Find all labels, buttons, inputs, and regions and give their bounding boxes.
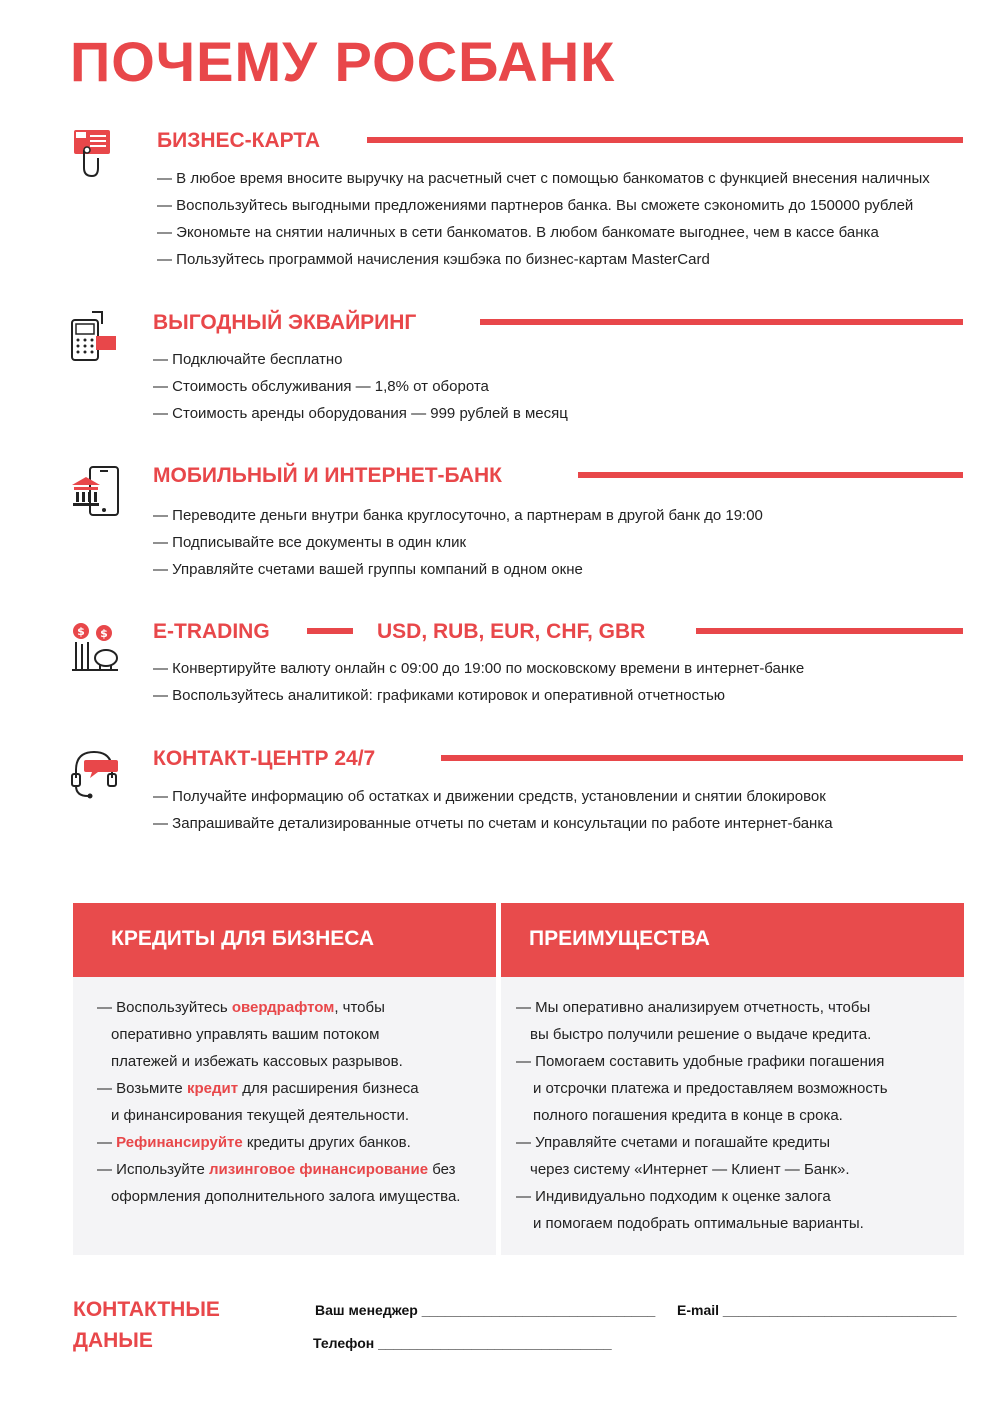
list-item: — В любое время вносите выручку на расчетный счет с помощью банкоматов с функцией внесения наличных [157, 170, 930, 187]
acquiring-list [153, 346, 568, 427]
list-item: — Получайте информацию об остатках и движении средств, установлении и снятии блокировок [153, 788, 826, 805]
phone-field[interactable]: Телефон ______________________________ [313, 1335, 612, 1351]
manager-field[interactable]: Ваш менеджер ______________________________ [315, 1302, 656, 1318]
section-divider [696, 628, 963, 634]
currency-exchange-icon [70, 622, 118, 674]
headset-icon [70, 748, 118, 800]
advantages-panel [501, 977, 964, 1255]
e-trading-list [153, 655, 804, 709]
list-item: — Подключайте бесплатно [153, 351, 343, 368]
credits-line: — Возьмите кредит для расширения бизнеса [97, 1080, 419, 1097]
list-item: — Конвертируйте валюту онлайн с 09:00 до 19:00 по московскому времени в интернет-банке [153, 660, 805, 677]
advantages-header [501, 903, 964, 977]
credits-line: — Используйте лизинговое финансирование без [97, 1161, 456, 1178]
svg-text:$: $ [77, 625, 85, 638]
advantages-line: — Помогаем составить удобные графики погашения [516, 1053, 885, 1070]
list-item: — Стоимость обслуживания — 1,8% от оборота [153, 378, 489, 395]
advantages-line: через систему «Интернет — Клиент — Банк». [530, 1161, 850, 1178]
contact-center-list [153, 783, 833, 837]
credits-title: КРЕДИТЫ ДЛЯ БИЗНЕСА [111, 927, 375, 950]
credits-line: оперативно управлять вашим потоком [111, 1026, 380, 1043]
credits-list [97, 994, 460, 1210]
list-item: — Запрашивайте детализированные отчеты по счетам и консультации по работе интернет-банка [153, 815, 833, 832]
credits-line: оформления дополнительного залога имущества. [111, 1188, 461, 1205]
section-divider [578, 472, 963, 478]
section-divider [367, 137, 963, 143]
section-divider [441, 755, 963, 761]
list-item: — Экономьте на снятии наличных в сети банкоматов. В любом банкомате выгоднее, чем в кассе банка [157, 224, 879, 241]
advantages-list [516, 994, 888, 1237]
credits-header [73, 903, 496, 977]
section-divider [307, 628, 353, 634]
contacts-title: КОНТАКТНЫЕ ДАНЫЕ [73, 1298, 220, 1352]
mobile-bank-icon [70, 465, 118, 517]
credits-line: — Рефинансируйте кредиты других банков. [97, 1134, 411, 1151]
svg-text:$: $ [100, 627, 108, 640]
credits-line: и финансирования текущей деятельности. [111, 1107, 410, 1124]
section-title-e-trading: E-TRADING [153, 620, 270, 643]
section-title-business-card: БИЗНЕС-КАРТА [157, 129, 321, 152]
advantages-line: вы быстро получили решение о выдаче кредита. [530, 1026, 872, 1043]
section-title-contact-center: КОНТАКТ-ЦЕНТР 24/7 [153, 747, 376, 770]
advantages-line: — Мы оперативно анализируем отчетность, чтобы [516, 999, 871, 1016]
list-item: — Стоимость аренды оборудования — 999 рублей в месяц [153, 405, 568, 422]
list-item: — Пользуйтесь программой начисления кэшбэка по бизнес-картам MasterCard [157, 251, 710, 268]
section-title-mobile-bank: МОБИЛЬНЫЙ И ИНТЕРНЕТ-БАНК [153, 464, 502, 487]
list-item: — Воспользуйтесь выгодными предложениями партнеров банка. Вы сможете сэкономить до 150000 рублей [157, 197, 914, 214]
credits-line: платежей и избежать кассовых разрывов. [111, 1053, 403, 1070]
advantages-line: и помогаем подобрать оптимальные варианты. [533, 1215, 864, 1232]
section-title-acquiring: ВЫГОДНЫЙ ЭКВАЙРИНГ [153, 311, 417, 334]
list-item: — Воспользуйтесь аналитикой: графиками котировок и оперативной отчетностью [153, 687, 726, 704]
email-field[interactable]: E-mail ______________________________ [677, 1302, 957, 1318]
page-title: ПОЧЕМУ РОСБАНК [70, 30, 616, 93]
business-card-list [157, 165, 930, 273]
list-item: — Управляйте счетами вашей группы компаний в одном окне [153, 561, 583, 578]
advantages-line: — Управляйте счетами и погашайте кредиты [516, 1134, 830, 1151]
section-divider [480, 319, 963, 325]
mobile-bank-list [153, 502, 763, 583]
advantages-line: и отсрочки платежа и предоставляем возможность [533, 1080, 888, 1097]
currency-list: USD, RUB, EUR, CHF, GBR [377, 620, 646, 643]
advantages-title: ПРЕИМУЩЕСТВА [529, 927, 710, 950]
advantages-line: полного погашения кредита в конце в срока. [533, 1107, 843, 1124]
list-item: — Переводите деньги внутри банка круглосуточно, а партнерам в другой банк до 19:00 [153, 507, 763, 524]
advantages-line: — Индивидуально подходим к оценке залога [516, 1188, 831, 1205]
pos-terminal-icon [70, 310, 118, 362]
card-payment-icon [70, 128, 118, 180]
list-item: — Подписывайте все документы в один клик [153, 534, 467, 551]
credits-line: — Воспользуйтесь овердрафтом, чтобы [97, 999, 385, 1016]
credits-panel [73, 977, 496, 1255]
